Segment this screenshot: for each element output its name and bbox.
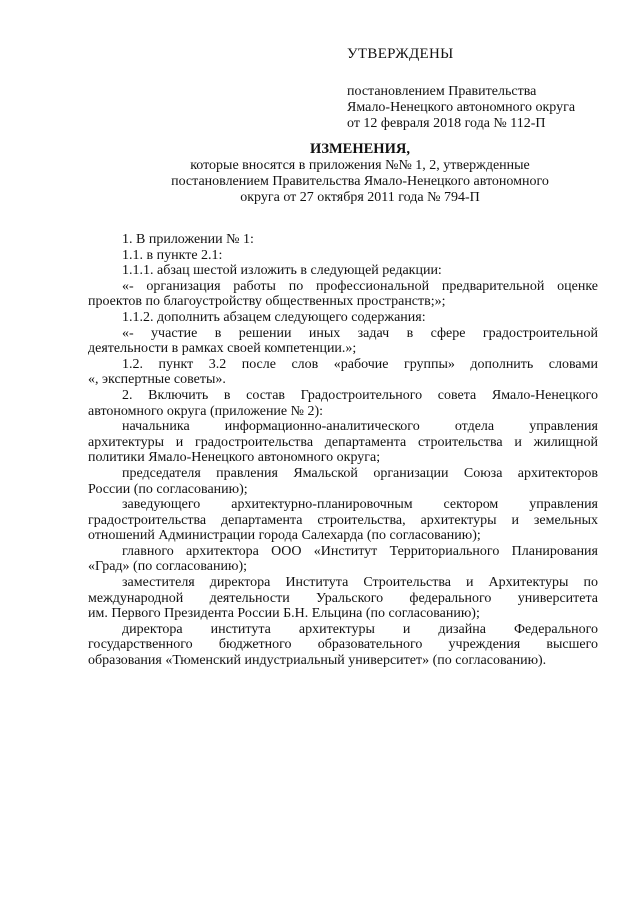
heading-title: ИЗМЕНЕНИЯ, (310, 141, 410, 157)
paragraph-line: 1.1.1. абзац шестой изложить в следующей редакции: (122, 263, 442, 279)
paragraph-line: «- организация работы по профессиональной предварительной оценке (122, 278, 598, 294)
paragraph-line: главного архитектора ООО «Институт Территориального Планирования (122, 543, 598, 559)
paragraph-line: государственного бюджетного образовательного учреждения высшего (88, 637, 598, 653)
paragraph-line: архитектуры и градостроительства департамента строительства и жилищной (88, 434, 598, 450)
paragraph-line: «Град» (по согласованию); (88, 559, 247, 575)
paragraph-line: 2. Включить в состав Градостроительного совета Ямало-Ненецкого (122, 387, 598, 403)
approval-block (347, 46, 617, 132)
paragraph-line: международной деятельности Уральского федерального университета (88, 590, 598, 606)
paragraph-line: председателя правления Ямальской организации Союза архитекторов (122, 465, 598, 481)
paragraph-line: начальника информационно-аналитического отдела управления (122, 419, 598, 435)
paragraph-line: автономного округа (приложение № 2): (88, 403, 324, 419)
heading-subtitle-line: которые вносятся в приложения №№ 1, 2, утвержденные (190, 158, 530, 173)
paragraph-line: градостроительства департамента строительства, архитектуры и земельных (88, 512, 598, 528)
paragraph-line: отношений Администрации города Салехарда (по согласованию); (88, 528, 481, 544)
document-heading (100, 141, 620, 206)
paragraph-line: России (по согласованию); (88, 481, 248, 497)
paragraph-line: «- участие в решении иных задач в сфере градостроительной (122, 325, 598, 341)
paragraph-line: 1.2. пункт 3.2 после слов «рабочие группы» дополнить словами (122, 356, 598, 372)
paragraph-line: 1.1. в пункте 2.1: (122, 247, 223, 263)
paragraph-line: заведующего архитектурно-планировочным сектором управления (122, 497, 598, 513)
paragraph-line: «, экспертные советы». (88, 372, 226, 388)
approval-title: УТВЕРЖДЕНЫ (347, 46, 454, 62)
paragraph-line: 1.1.2. дополнить абзацем следующего содержания: (122, 309, 426, 325)
paragraph-line: деятельности в рамках своей компетенции.»; (88, 341, 357, 357)
heading-subtitle-line: постановлением Правительства Ямало-Ненецкого автономного (171, 174, 549, 189)
document-body (88, 232, 598, 669)
approval-line: Ямало-Ненецкого автономного округа (347, 100, 576, 115)
paragraph-line: 1. В приложении № 1: (122, 232, 254, 247)
approval-line: постановлением Правительства (347, 84, 537, 99)
heading-subtitle-line: округа от 27 октября 2011 года № 794-П (240, 190, 480, 205)
approval-line: от 12 февраля 2018 года № 112-П (347, 116, 546, 131)
paragraph-line: проектов по благоустройству общественных пространств;»; (88, 294, 446, 310)
paragraph-line: политики Ямало-Ненецкого автономного округа; (88, 450, 381, 466)
paragraph-line: образования «Тюменский индустриальный университет» (по согласованию). (88, 653, 547, 669)
paragraph-line: заместителя директора Института Строительства и Архитектуры по (122, 575, 598, 591)
paragraph-line: им. Первого Президента России Б.Н. Ельцина (по согласованию); (88, 606, 480, 622)
paragraph-line: директора института архитектуры и дизайна Федерального (122, 621, 598, 637)
